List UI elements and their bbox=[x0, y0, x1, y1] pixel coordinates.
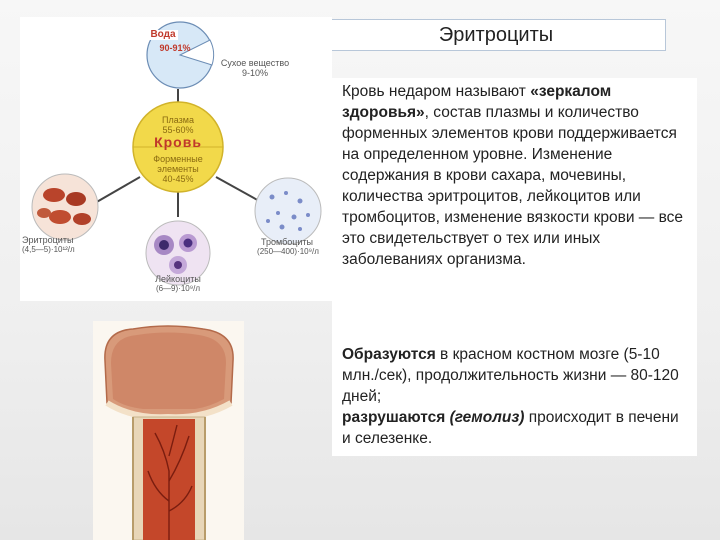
platelets-count: (250—400)·10⁹/л bbox=[257, 247, 319, 256]
formed-percent: 40-45% bbox=[162, 174, 194, 184]
p2-rest-2: происходит в печени и селезенке. bbox=[342, 409, 679, 447]
paragraph-mirror-of-health bbox=[342, 81, 689, 270]
leukocytes-count: (6—9)·10⁹/л bbox=[155, 284, 201, 293]
p2-italic-hemolysis: (гемолиз) bbox=[449, 409, 525, 426]
dry-label: Сухое вещество bbox=[220, 58, 290, 68]
slide-title: Эритроциты bbox=[326, 19, 666, 51]
p1-bold: «зеркалом здоровья» bbox=[342, 83, 612, 121]
platelets-circle bbox=[255, 178, 321, 244]
platelets-label: Тромбоциты bbox=[260, 237, 314, 247]
p2-rest-1: в красном костном мозге (5-10 млн./сек), продолжительность жизни — 80-120 дней; bbox=[342, 346, 679, 405]
formed-label: Форменные bbox=[153, 154, 203, 164]
formed-label-2: элементы bbox=[157, 164, 199, 174]
erythrocytes-count: (4,5—5)·10¹²/л bbox=[22, 245, 75, 254]
p2-bold-formed: Образуются bbox=[342, 346, 436, 363]
erythrocytes-label: Эритроциты bbox=[22, 235, 74, 245]
leukocytes-label: Лейкоциты bbox=[155, 274, 201, 284]
p1-rest: , состав плазмы и количество форменных элементов крови поддерживается на определенном уровне. Изменение содержания в крови сахара, мочевины, количества эритроцитов, лейкоцитов или тромбоцитов, изменение вязкости крови — все это свидетельствует о тех или иных заболеваниях организма. bbox=[342, 104, 684, 268]
water-percent: 90-91% bbox=[159, 43, 191, 53]
blood-label: Кровь bbox=[154, 134, 202, 150]
p1-lead: Кровь недаром называют bbox=[342, 83, 531, 100]
dry-percent: 9-10% bbox=[241, 68, 268, 78]
bone-marrow-illustration bbox=[93, 321, 244, 540]
paragraph-formation bbox=[342, 344, 689, 449]
p2-bold-destroyed: разрушаются bbox=[342, 409, 446, 426]
blood-composition-diagram bbox=[20, 17, 332, 301]
plasma-percent: 55-60% bbox=[162, 125, 194, 135]
water-label: Вода bbox=[148, 30, 178, 40]
plasma-label: Плазма bbox=[162, 115, 194, 125]
erythrocytes-circle bbox=[32, 174, 98, 240]
bone-graphics bbox=[93, 321, 244, 540]
description-text-box bbox=[332, 78, 697, 456]
